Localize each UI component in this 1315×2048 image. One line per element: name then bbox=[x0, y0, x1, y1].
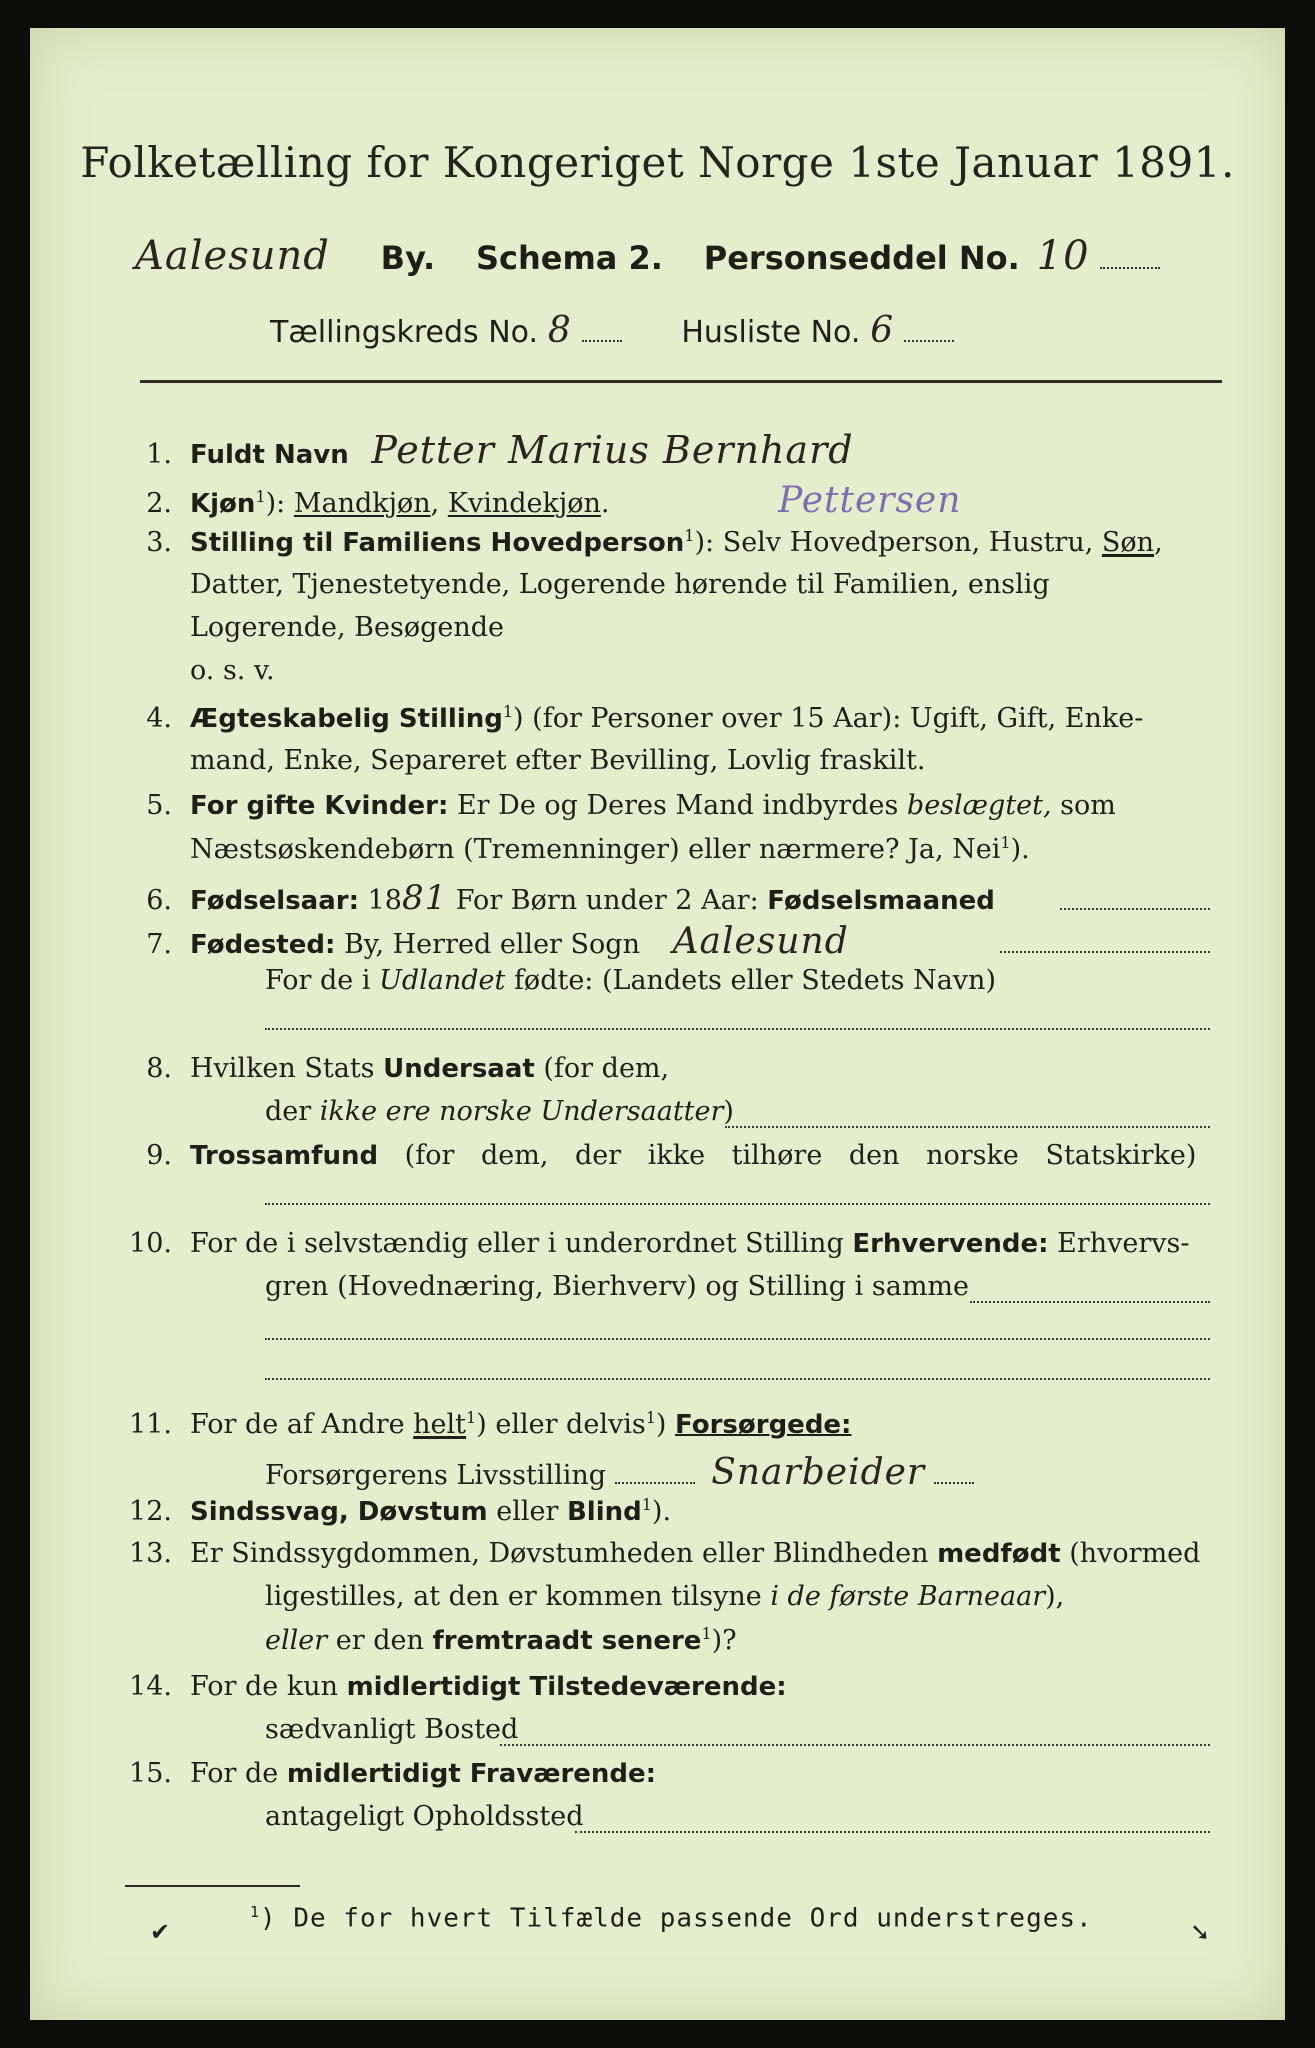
item-6: 6. Fødselsaar: 1881 For Børn under 2 Aar: Fødselsmaaned bbox=[146, 878, 995, 918]
item-1: 1. Fuldt Navn Petter Marius Bernhard bbox=[146, 428, 854, 472]
corner-mark-left: ✔ bbox=[150, 1918, 171, 1946]
item-14: 14. For de kun midlertidigt Tilstedeværende: bbox=[129, 1671, 787, 1702]
item-3: 3. Stilling til Familiens Hovedperson$^1$): Selv Hovedperson, Hustru, Søn, bbox=[146, 526, 1163, 558]
kreds-label: Tællingskreds No. bbox=[270, 315, 538, 350]
full-name-label: Fuldt Navn bbox=[190, 440, 349, 470]
full-name-answer: Petter Marius Bernhard bbox=[371, 428, 854, 472]
item-4-line-2: mand, Enke, Separeret efter Bevilling, Lovlig fraskilt. bbox=[190, 745, 926, 776]
city-handwritten: Aalesund bbox=[135, 233, 330, 279]
by-label: By. bbox=[380, 239, 436, 277]
footnote-divider bbox=[125, 1885, 300, 1887]
item-13: 13. Er Sindssygdommen, Døvstumheden eller Blindheden medfødt (hvormed bbox=[129, 1538, 1201, 1569]
header-divider bbox=[140, 380, 1222, 383]
birthplace-answer: Aalesund bbox=[672, 921, 849, 962]
item-5: 5. For gifte Kvinder: Er De og Deres Mand indbyrdes beslægtet, som bbox=[146, 790, 1116, 821]
header-line-1 bbox=[135, 233, 1160, 279]
item-7-line-2: For de i Udlandet fødte: (Landets eller Stedets Navn) bbox=[265, 965, 996, 996]
item-5-line-2: Næstsøskendebørn (Tremenninger) eller nærmere? Ja, Nei$^1$). bbox=[190, 833, 1030, 865]
provider-occupation-answer: Snarbeider bbox=[711, 1452, 926, 1493]
item-13-line-2: ligestilles, at den er kommen tilsyne i de første Barneaar), bbox=[265, 1581, 1065, 1612]
kreds-number: 8 bbox=[547, 310, 572, 351]
header-line-2 bbox=[270, 310, 954, 351]
item-8: 8. Hvilken Stats Undersaat (for dem, bbox=[146, 1053, 670, 1084]
corner-mark-right: ➘ bbox=[1190, 1918, 1211, 1946]
item-15-line-2: antageligt Opholdssted bbox=[265, 1801, 584, 1832]
personseddel-label: Personseddel No. bbox=[703, 239, 1020, 277]
item-11: 11. For de af Andre helt$^1$) eller delvis$^1$) Forsørgede: bbox=[129, 1408, 852, 1440]
sex-female-option: Kvindekjøn bbox=[447, 488, 601, 519]
census-form-sheet bbox=[30, 28, 1285, 2020]
footnote: $^1$) De for hvert Tilfælde passende Ord understreges. bbox=[250, 1903, 1093, 1934]
item-13-line-3: eller er den fremtraadt senere$^1$)? bbox=[265, 1624, 737, 1656]
item-4: 4. Ægteskabelig Stilling$^1$) (for Personer over 15 Aar): Ugift, Gift, Enke- bbox=[146, 702, 1144, 734]
sex-male-option: Mandkjøn bbox=[293, 488, 431, 519]
form-title: Folketælling for Kongeriget Norge 1ste Januar 1891. bbox=[80, 138, 1235, 187]
item-14-line-2: sædvanligt Bosted bbox=[265, 1714, 519, 1745]
item-8-line-2: der ikke ere norske Undersaatter) bbox=[265, 1096, 734, 1127]
item-2: 2. Kjøn$^1$): Mandkjøn, Kvindekjøn. Pettersen bbox=[146, 480, 962, 521]
item-12: 12. Sindssvag, Døvstum eller Blind$^1$). bbox=[129, 1495, 672, 1527]
item-9: 9. Trossamfund (for dem, der ikke tilhøre den norske Statskirke) bbox=[146, 1140, 1197, 1171]
surname-answer: Pettersen bbox=[778, 480, 962, 521]
item-3-line-3: Logerende, Besøgende bbox=[190, 612, 504, 643]
item-10-line-2: gren (Hovednæring, Bierhverv) og Stilling i samme bbox=[265, 1271, 970, 1302]
birth-year-answer: 81 bbox=[401, 878, 448, 918]
position-son-underlined: Søn bbox=[1101, 527, 1155, 558]
item-7: 7. Fødested: By, Herred eller Sogn Aalesund bbox=[146, 921, 849, 962]
item-10: 10. For de i selvstændig eller i underordnet Stilling Erhvervende: Erhvervs- bbox=[129, 1228, 1190, 1259]
provided-fully-underlined: helt bbox=[413, 1409, 467, 1440]
husliste-number: 6 bbox=[870, 310, 895, 351]
husliste-label: Husliste No. bbox=[681, 315, 861, 350]
personseddel-number: 10 bbox=[1036, 233, 1090, 279]
item-3-line-2: Datter, Tjenestetyende, Logerende hørende til Familien, enslig bbox=[190, 569, 1050, 600]
item-15: 15. For de midlertidigt Fraværende: bbox=[129, 1758, 657, 1789]
item-11-line-2: Forsørgerens Livsstilling Snarbeider bbox=[265, 1452, 974, 1493]
schema-label: Schema 2. bbox=[475, 239, 663, 277]
item-3-line-4: o. s. v. bbox=[190, 655, 275, 686]
